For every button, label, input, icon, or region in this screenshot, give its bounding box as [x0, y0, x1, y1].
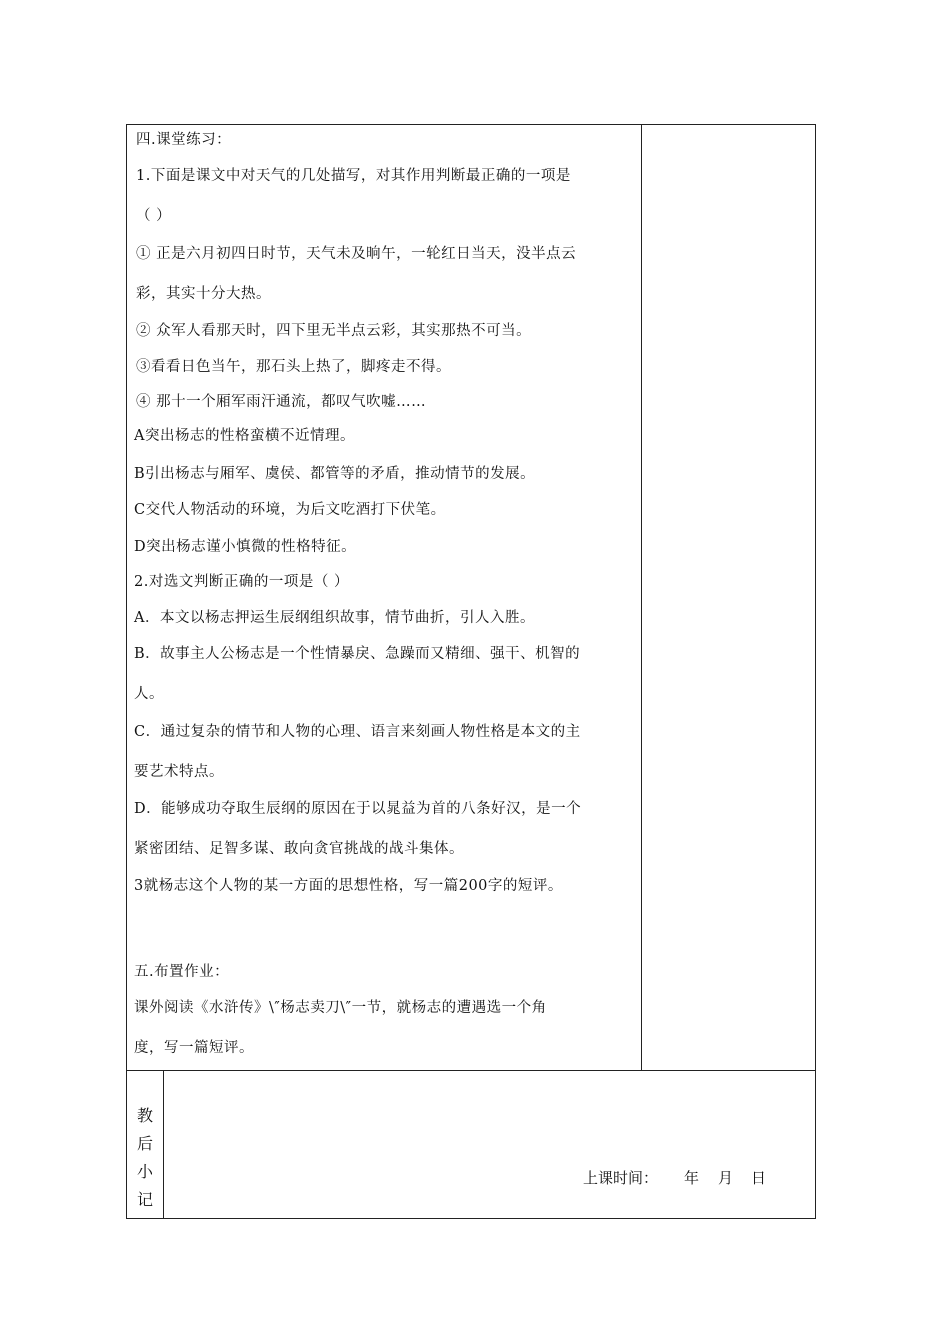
class-time-month: 月: [718, 1169, 734, 1187]
class-time-year: 年: [684, 1169, 700, 1187]
section5-title: 五.布置作业：: [134, 964, 230, 980]
q2-option-b-line1: B．故事主人公杨志是一个性情暴戾、急躁而又精细、强干、机智的: [134, 646, 581, 662]
q3-prompt: 3就杨志这个人物的某一方面的思想性格，写一篇200字的短评。: [134, 878, 563, 894]
q1-option1-line2: 彩，其实十分大热。: [136, 286, 271, 302]
q1-option2: ② 众军人看那天时，四下里无半点云彩，其实那热不可当。: [136, 323, 532, 339]
q1-stem-line2: （ ）: [136, 208, 172, 224]
q2-option-a: A．本文以杨志押运生辰纲组织故事，情节曲折，引人入胜。: [134, 610, 535, 626]
footer-label-char-4: 记: [137, 1190, 154, 1209]
q1-choice-a: A突出杨志的性格蛮横不近情理。: [134, 428, 355, 444]
q2-stem: 2.对选文判断正确的一项是（ ）: [134, 574, 349, 590]
class-time-day: 日: [751, 1169, 767, 1187]
right-column-divider: [641, 124, 642, 1070]
footer-label-char-2: 后: [137, 1134, 154, 1153]
footer-divider: [126, 1070, 816, 1071]
footer-label-char-1: 教: [137, 1106, 154, 1125]
q1-option1-line1: ① 正是六月初四日时节，天气未及晌午，一轮红日当天，没半点云: [136, 246, 577, 262]
footer-label-char-3: 小: [137, 1162, 154, 1181]
q2-option-d-line1: D．能够成功夺取生辰纲的原因在于以晁益为首的八条好汉，是一个: [134, 801, 582, 817]
homework-line1: 课外阅读《水浒传》\″杨志卖刀\″一节，就杨志的遭遇选一个角: [134, 1000, 547, 1016]
q1-option4: ④ 那十一个厢军雨汗通流，都叹气吹嘘……: [136, 394, 427, 410]
q1-choice-d: D突出杨志谨小慎微的性格特征。: [134, 539, 357, 555]
homework-line2: 度，写一篇短评。: [134, 1040, 254, 1056]
q1-choice-c: C交代人物活动的环境，为后文吃酒打下伏笔。: [134, 502, 446, 518]
q1-option3: ③看看日色当午，那石头上热了，脚疼走不得。: [136, 359, 451, 375]
q1-choice-b: B引出杨志与厢军、虞侯、都管等的矛盾，推动情节的发展。: [134, 466, 536, 482]
footer-label-divider: [163, 1070, 164, 1219]
q2-option-c-line2: 要艺术特点。: [134, 764, 224, 780]
section4-title: 四.课堂练习：: [136, 132, 232, 148]
q1-stem-line1: 1.下面是课文中对天气的几处描写，对其作用判断最正确的一项是: [136, 168, 571, 184]
class-time-label: 上课时间：: [583, 1169, 659, 1187]
q2-option-d-line2: 紧密团结、足智多谋、敢向贪官挑战的战斗集体。: [134, 841, 464, 857]
q2-option-b-line2: 人。: [134, 686, 164, 702]
q2-option-c-line1: C．通过复杂的情节和人物的心理、语言来刻画人物性格是本文的主: [134, 724, 581, 740]
